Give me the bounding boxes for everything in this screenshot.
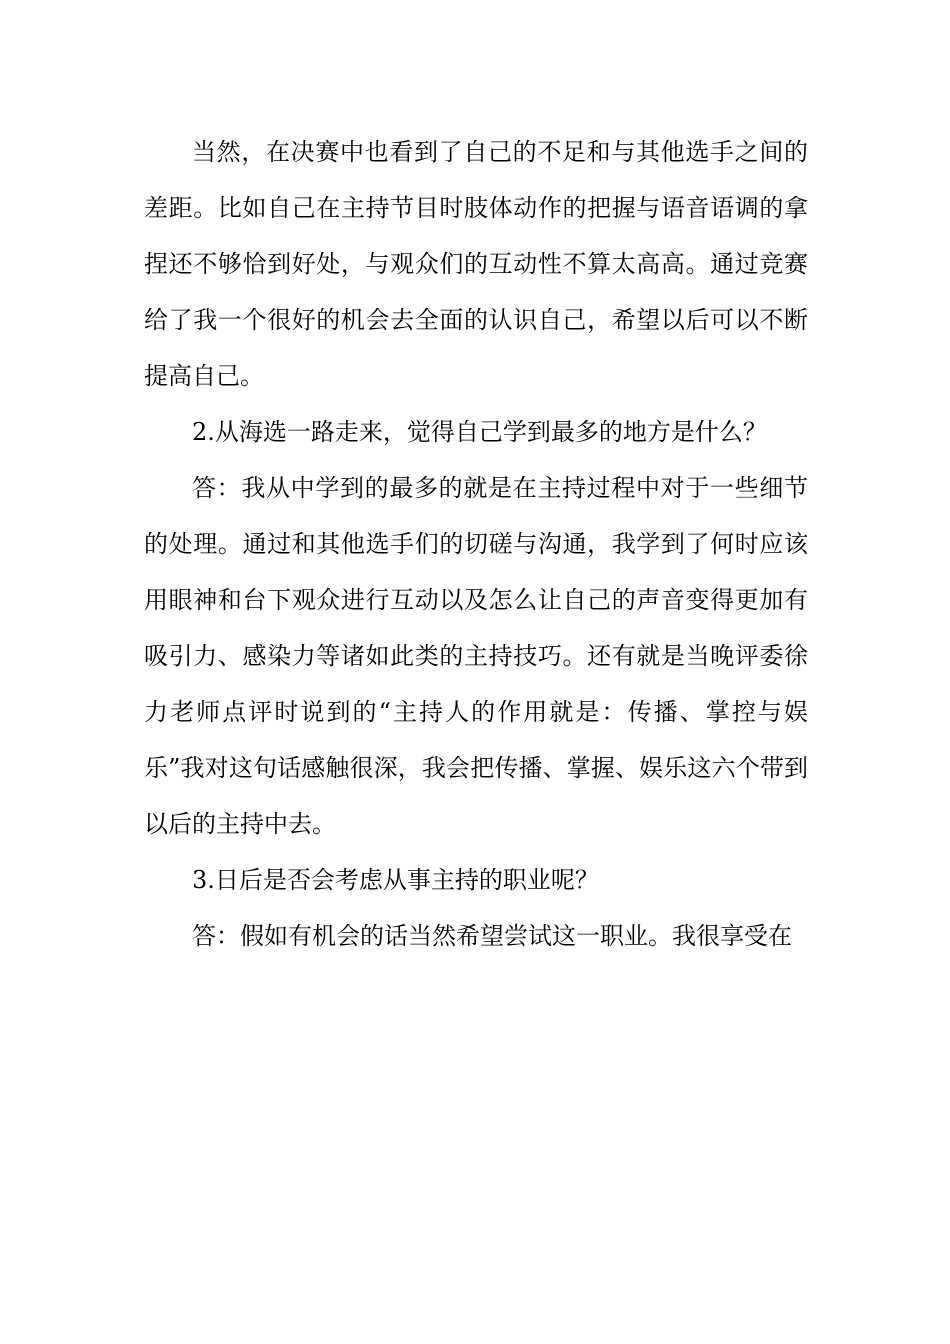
question-2: 2.从海选一路走来，觉得自己学到最多的地方是什么？ (192, 418, 767, 446)
answer-3: 答：假如有机会的话当然希望尝试这一职业。我很享受在 (192, 922, 792, 950)
document-body (144, 124, 808, 964)
paragraph-reflection: 当然，在决赛中也看到了自己的不足和与其他选手之间的差距。比如自己在主持节目时肢体动作的把握与语音语调的拿捏还不够恰到好处，与观众们的互动性不算太高高。通过竞赛给了我一个很好的机会去全面的认识自己，希望以后可以不断提高自己。 (144, 138, 808, 390)
question-3: 3.日后是否会考虑从事主持的职业呢？ (192, 866, 599, 894)
answer-2: 答：我从中学到的最多的就是在主持过程中对于一些细节的处理。通过和其他选手们的切磋与沟通，我学到了何时应该用眼神和台下观众进行互动以及怎么让自己的声音变得更加有吸引力、感染力等诸如此类的主持技巧。还有就是当晚评委徐力老师点评时说到的“主持人的作用就是：传播、掌控与娱乐”我对这句话感触很深，我会把传播、掌握、娱乐这六个带到以后的主持中去。 (144, 474, 808, 838)
